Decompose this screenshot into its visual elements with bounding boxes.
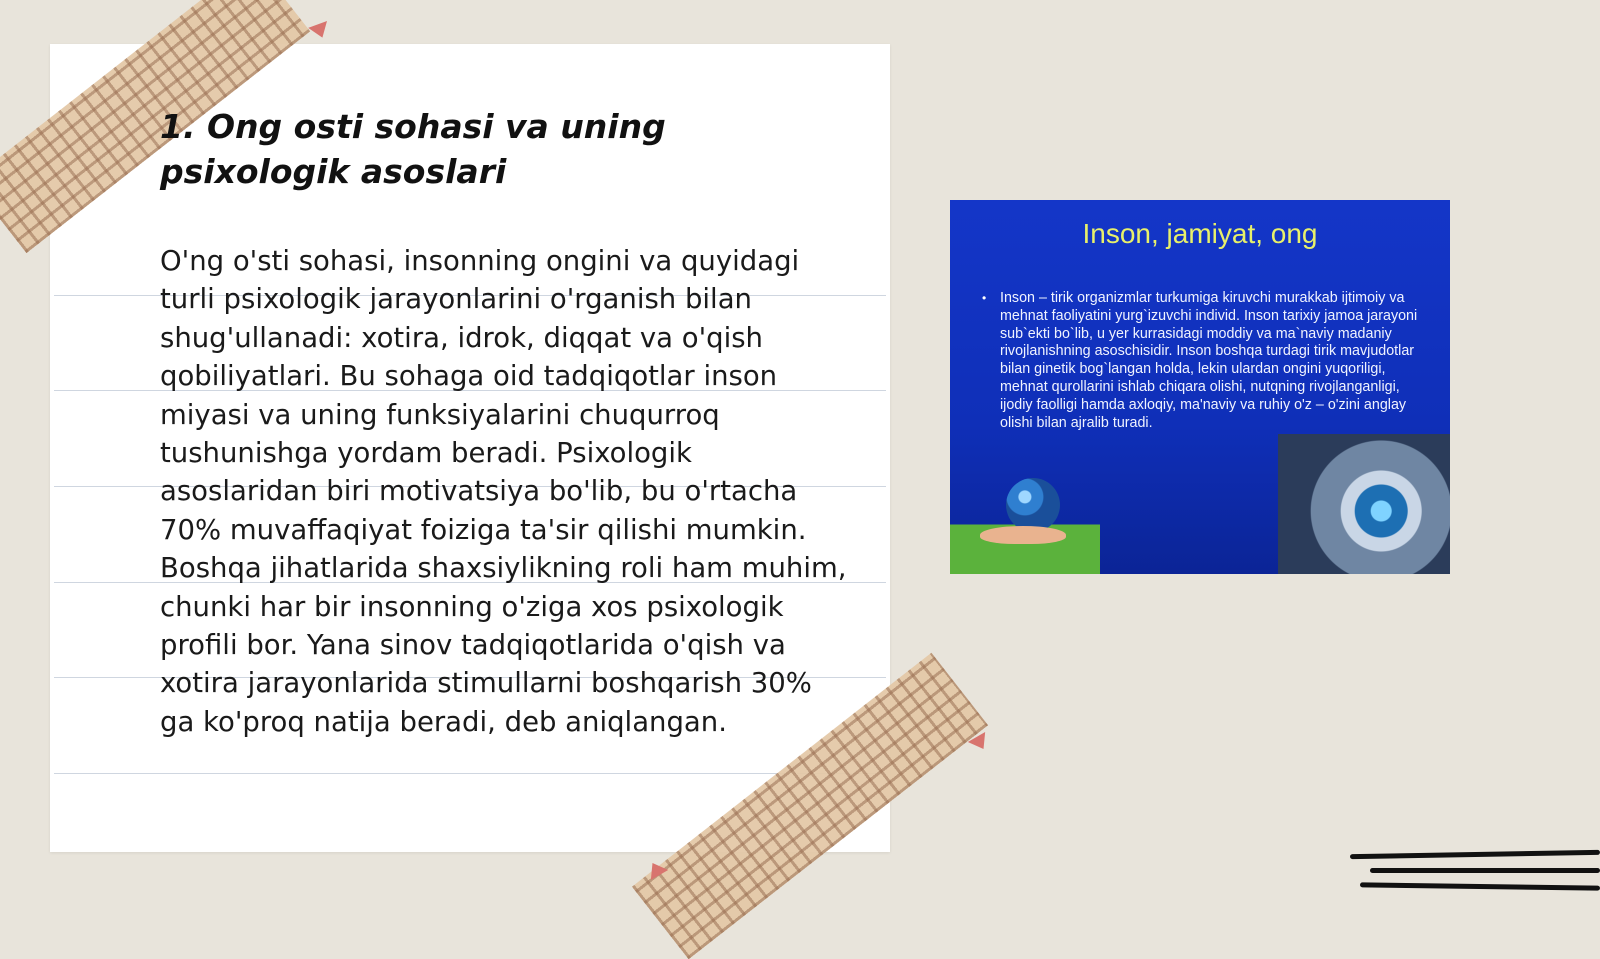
decorative-stroke (1370, 868, 1600, 873)
slide-paragraph: O'ng o'sti sohasi, insonning ongini va quyidagi turli psixologik jarayonlarini o'rganish bilan shug'ullanadi: xotira, idrok, diqqat va o'qish qobiliyatlari. Bu sohaga oid tadqiqotlar inson miyasi va uning funksiyalarini chuqurroq tushunishga yordam beradi. Psixologik asoslaridan biri motivatsiya bo'lib, bu o'rtacha 70% muvaffaqiyat foiziga ta'sir qilishi mumkin. Boshqa jihatlarida shaxsiylikning roli ham muhim, chunki har bir insonning o'ziga xos psixologik profili bor. Yana sinov tadqiqotlarida o'qish va xotira jarayonlarida stimullarni boshqarish 30% ga ko'proq natija beradi, deb aniqlangan. (160, 245, 847, 738)
decorative-stroke (1360, 882, 1600, 890)
bullet-icon: • (982, 291, 987, 305)
embedded-slide-text: Inson – tirik organizmlar turkumiga kiruvchi murakkab ijtimoiy va mehnat faoliyatini yurg`izuvchi individ. Inson tarixiy jamoa jarayoni sub`ekti bo`lib, u yer kurrasidagi moddiy va ma`naviy madaniy rivojlanishning asoschisidir. Inson boshqa turdagi tirik mavjudotlar bilan ginetik bog`langan holda, lekin ulardan ongini yuqoriligi, mehnat qurollarini ishlab chiqara olishi, nutqning rivojlanganligi, ijodiy faolligi hamda axloqiy, ma'naviy va ruhiy o'z – o'zini anglay olishi bilan ajralib turadi. (1000, 290, 1418, 431)
hand-globe-picture (950, 464, 1100, 574)
pin-icon (308, 21, 332, 41)
embedded-slide-title: Inson, jamiyat, ong (1082, 218, 1318, 249)
hand-icon (980, 526, 1066, 544)
decorative-stroke (1350, 850, 1600, 859)
eye-picture (1278, 434, 1450, 574)
globe-icon (1006, 478, 1060, 532)
slide-title: 1. Ong osti sohasi va uning psixologik asoslari (160, 107, 666, 191)
paper-rule-line (54, 773, 886, 774)
embedded-slide-image (950, 200, 1450, 574)
